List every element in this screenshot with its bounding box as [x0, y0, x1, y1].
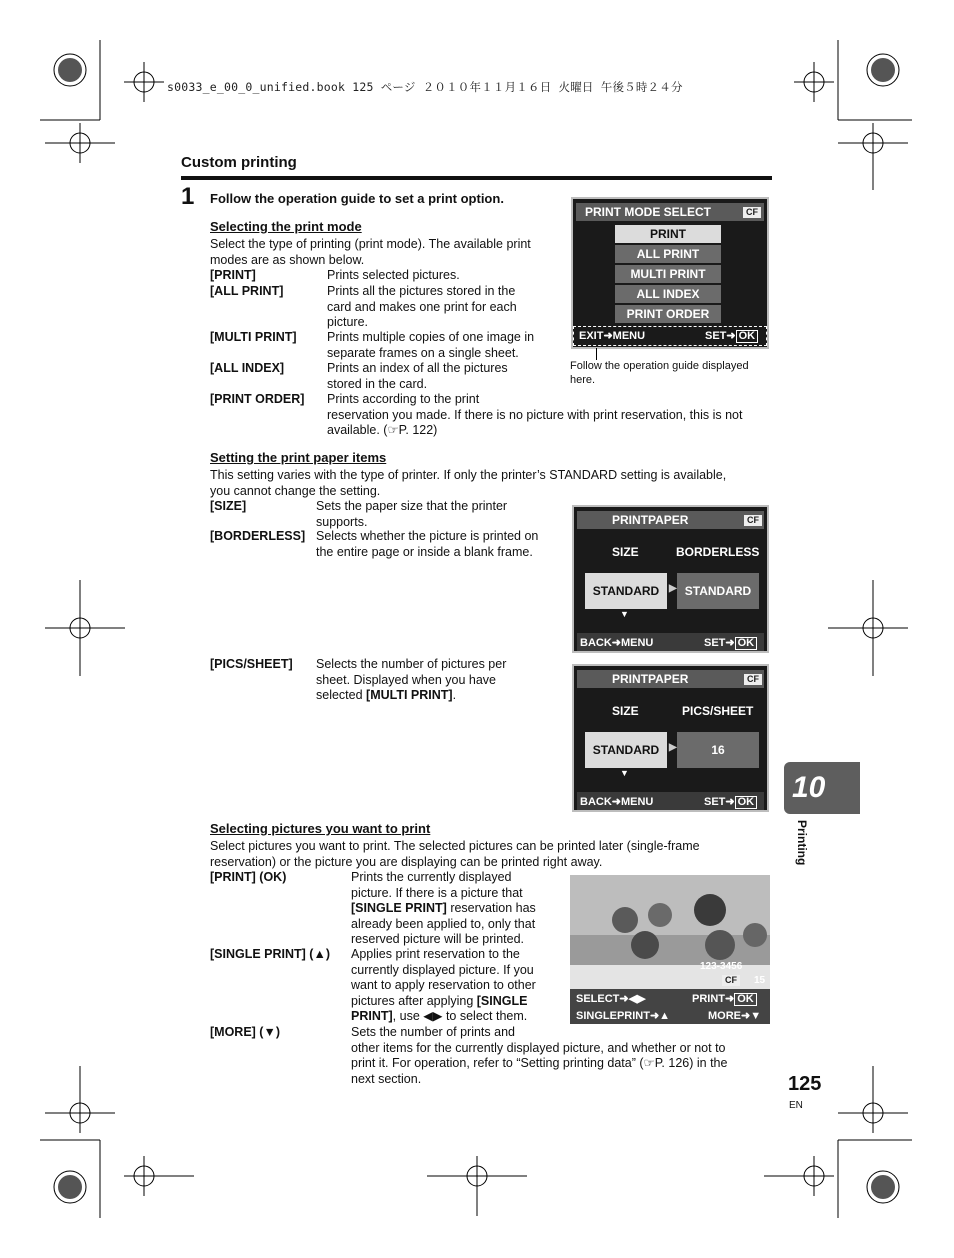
column-pics-sheet-label: PICS/SHEET	[682, 704, 754, 718]
desc-print-ok: Prints the currently displayed picture. If there is a picture that [SINGLE PRINT] reservation has already been applied to, only that reserved picture will be printed.	[351, 870, 536, 947]
frame-number: 123-3456	[700, 961, 743, 972]
term-all-index: [ALL INDEX]	[210, 361, 285, 375]
arrow-down-icon: ▼	[620, 609, 629, 619]
menu-item-all-print[interactable]: ALL PRINT	[615, 245, 721, 263]
cf-badge: CF	[744, 674, 762, 685]
section-title: Custom printing	[181, 154, 297, 171]
cf-badge: CF	[722, 975, 740, 986]
back-guide: BACK➜MENU	[580, 637, 654, 649]
operation-guide-bar	[573, 326, 767, 346]
screen1-caption: Follow the operation guide displayed here.	[570, 360, 749, 386]
chapter-label: Printing	[795, 820, 809, 866]
term-single-print: [SINGLE PRINT] (▲)	[210, 947, 331, 961]
column-size-label: SIZE	[612, 704, 639, 718]
column-size-label: SIZE	[612, 545, 639, 559]
screen-title: PRINTPAPER	[612, 513, 689, 527]
select-guide: SELECT➜◀▶	[576, 993, 646, 1005]
term-size: [SIZE]	[210, 499, 247, 513]
cf-badge: CF	[744, 515, 762, 526]
page-number: 125	[788, 1073, 822, 1095]
size-value[interactable]: STANDARD	[585, 573, 667, 609]
more-guide: MORE➜▼	[708, 1010, 762, 1022]
desc-more: Sets the number of prints and other items for the currently displayed picture, and whether or not to print it. For operation, refer to “Setting printing data” (☞P. 126) in the next section.	[351, 1025, 728, 1086]
step-number: 1	[181, 183, 195, 210]
set-guide: SET➜ OK	[704, 636, 757, 650]
step-text: Follow the operation guide to set a print option.	[210, 191, 504, 206]
desc-print: Prints selected pictures.	[327, 268, 460, 282]
screen-title: PRINT MODE SELECT	[585, 205, 712, 219]
print-guide: PRINT➜ OK	[692, 992, 757, 1006]
printpaper-pics-sheet-screen	[572, 664, 769, 812]
term-borderless: [BORDERLESS]	[210, 529, 306, 543]
back-guide: BACK➜MENU	[580, 796, 654, 808]
set-guide: SET➜ OK	[704, 795, 757, 809]
term-pics-sheet: [PICS/SHEET]	[210, 657, 293, 671]
pics-sheet-value[interactable]: 16	[677, 732, 759, 768]
desc-pics-sheet: Selects the number of pictures per sheet. Displayed when you have selected [MULTI PRINT].	[316, 657, 507, 703]
single-print-guide: SINGLEPRINT➜▲	[576, 1010, 671, 1022]
paper-intro: This setting varies with the type of printer. If only the printer’s STANDARD setting is available, you cannot change the setting.	[210, 468, 727, 498]
language-code: EN	[789, 1100, 803, 1111]
menu-item-print-order[interactable]: PRINT ORDER	[615, 305, 721, 323]
menu-item-multi-print[interactable]: MULTI PRINT	[615, 265, 721, 283]
photo-playback-screen	[570, 875, 770, 1024]
desc-all-index: Prints an index of all the pictures stored in the card.	[327, 361, 508, 391]
printpaper-borderless-screen	[572, 505, 769, 653]
print-mode-heading: Selecting the print mode	[210, 219, 362, 234]
desc-single-print: Applies print reservation to the currently displayed picture. If you want to apply reservation to other pictures after applying [SINGLE PRINT], use ◀▶ to select them.	[351, 947, 536, 1024]
arrow-right-icon: ▶	[669, 742, 677, 753]
paper-heading: Setting the print paper items	[210, 450, 387, 465]
arrow-right-icon: ▶	[669, 583, 677, 594]
term-print-order: [PRINT ORDER]	[210, 392, 305, 406]
term-print: [PRINT]	[210, 268, 256, 282]
print-mode-select-screen	[571, 197, 769, 349]
cf-badge: CF	[743, 207, 761, 218]
exit-guide: EXIT➜MENU	[579, 330, 646, 342]
term-multi-print: [MULTI PRINT]	[210, 330, 297, 344]
screen-title: PRINTPAPER	[612, 672, 689, 686]
term-print-ok: [PRINT] (OK)	[210, 870, 287, 884]
menu-item-all-index[interactable]: ALL INDEX	[615, 285, 721, 303]
desc-size: Sets the paper size that the printer supports.	[316, 499, 508, 529]
desc-print-order: Prints according to the print reservation you made. If there is no picture with print reservation, this is not available. (☞P. 122)	[327, 392, 743, 438]
select-pics-heading: Selecting pictures you want to print	[210, 821, 431, 836]
column-borderless-label: BORDERLESS	[676, 545, 760, 559]
size-value[interactable]: STANDARD	[585, 732, 667, 768]
set-guide: SET➜ OK	[705, 329, 758, 343]
chapter-tab: 10	[784, 762, 860, 814]
menu-item-print[interactable]: PRINT	[615, 225, 721, 243]
desc-all-print: Prints all the pictures stored in the card and makes one print for each picture.	[327, 284, 517, 330]
print-mode-intro: Select the type of printing (print mode). The available print modes are as shown below.	[210, 237, 531, 267]
arrow-down-icon: ▼	[620, 768, 629, 778]
select-pics-intro: Select pictures you want to print. The selected pictures can be printed later (single-frame reservation) or the picture you are displaying can be printed right away.	[210, 839, 700, 869]
term-more: [MORE] (▼)	[210, 1025, 280, 1039]
file-header: s0033_e_00_0_unified.book 125 ページ ２０１０年１１月１６日 火曜日 午後５時２４分	[167, 80, 683, 94]
desc-borderless: Selects whether the picture is printed on the entire page or inside a blank frame.	[316, 529, 539, 559]
term-all-print: [ALL PRINT]	[210, 284, 284, 298]
borderless-value[interactable]: STANDARD	[677, 573, 759, 609]
desc-multi-print: Prints multiple copies of one image in separate frames on a single sheet.	[327, 330, 535, 360]
section-rule	[181, 176, 772, 180]
image-count: 15	[754, 975, 766, 986]
